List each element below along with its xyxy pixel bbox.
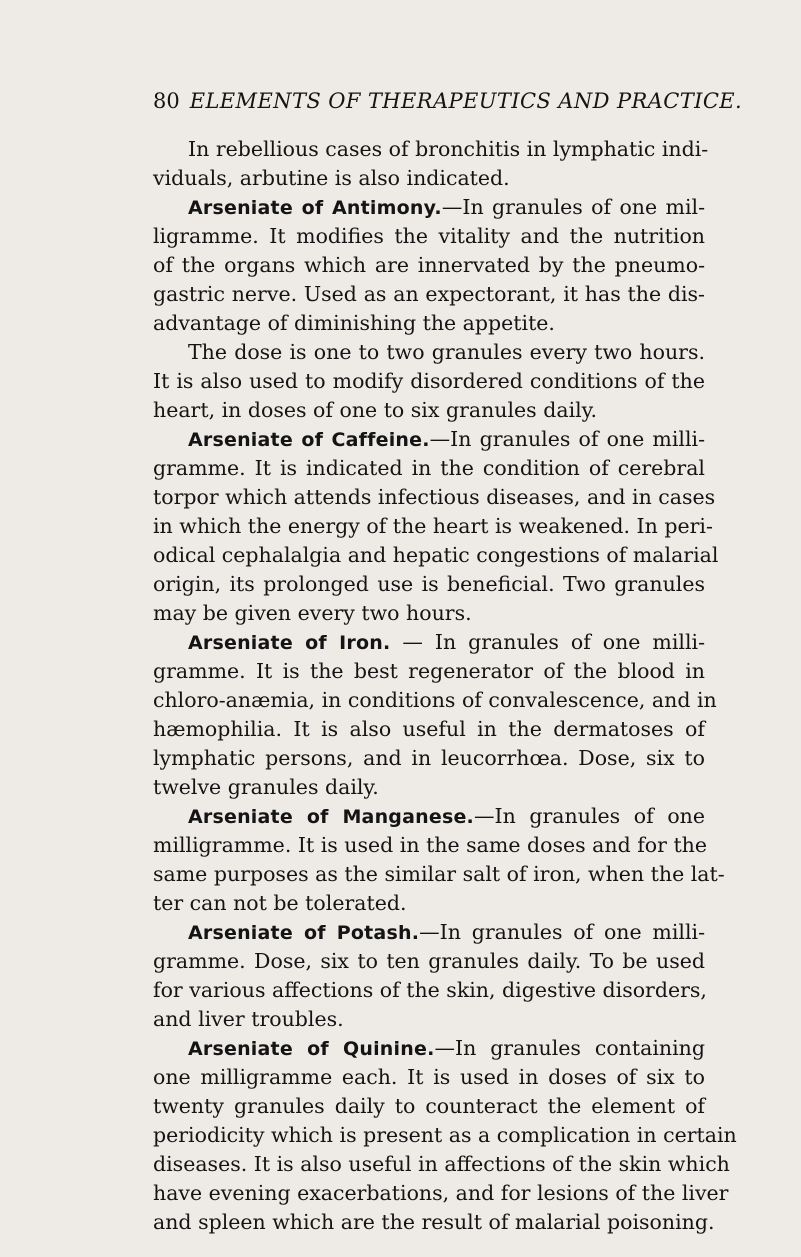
text-line (153, 1034, 705, 1063)
text-line: heart, in doses of one to six granules daily. (153, 398, 598, 422)
text-line: In rebellious cases of bronchitis in lymphatic indi- (188, 137, 709, 161)
running-title: ELEMENTS OF THERAPEUTICS AND PRACTICE. (189, 89, 743, 113)
text-line (153, 425, 705, 454)
text-fragment: — In granules of one milli- (390, 630, 705, 654)
text-fragment: —In granules containing (434, 1036, 705, 1060)
running-head (153, 88, 743, 114)
text-line (153, 802, 705, 831)
text-line: The dose is one to two granules every two hours. (188, 340, 705, 364)
entry-heading: Arseniate of Manganese. (188, 806, 474, 828)
page-number: 80 (153, 89, 180, 113)
text-fragment: —In granules of one (473, 804, 705, 828)
text-fragment: —In granules of one milli- (429, 427, 705, 451)
text-line: gramme. It is the best regenerator of the blood in (153, 659, 705, 683)
entry-heading: Arseniate of Iron. (188, 632, 391, 654)
text-line: in which the energy of the heart is weakened. In peri- (153, 514, 713, 538)
text-line: gastric nerve. Used as an expectorant, it has the dis- (153, 282, 705, 306)
paragraph-bronchitis (153, 135, 709, 193)
paragraph-arseniate-of-potash (153, 918, 705, 1034)
text-line: torpor which attends infectious diseases, and in cases (153, 485, 716, 509)
text-line (153, 193, 705, 222)
paragraph-arseniate-of-quinine (153, 1034, 737, 1237)
text-line: and liver troubles. (153, 1007, 344, 1031)
text-line: lymphatic persons, and in leucorrhœa. Dose, six to (153, 746, 705, 770)
entry-heading: Arseniate of Potash. (188, 922, 420, 944)
entry-heading: Arseniate of Antimony. (188, 197, 442, 219)
text-line: milligramme. It is used in the same doses and for the (153, 833, 708, 857)
entry-heading: Arseniate of Quinine. (188, 1038, 435, 1060)
text-line: of the organs which are innervated by the pneumo- (153, 253, 705, 277)
text-line: diseases. It is also useful in affections of the skin which (153, 1152, 730, 1176)
text-line: and spleen which are the result of malarial poisoning. (153, 1210, 715, 1234)
text-line: advantage of diminishing the appetite. (153, 311, 555, 335)
text-line: for various affections of the skin, digestive disorders, (153, 978, 707, 1002)
text-line: ligramme. It modifies the vitality and the nutrition (153, 224, 705, 248)
text-line: ter can not be tolerated. (153, 891, 407, 915)
text-line: twelve granules daily. (153, 775, 379, 799)
text-line: origin, its prolonged use is beneficial. Two granules (153, 572, 705, 596)
paragraph-arseniate-of-caffeine (153, 425, 719, 628)
text-line: gramme. Dose, six to ten granules daily. To be used (153, 949, 705, 973)
text-line: same purposes as the similar salt of iron, when the lat- (153, 862, 725, 886)
text-line: may be given every two hours. (153, 601, 472, 625)
text-line: have evening exacerbations, and for lesions of the liver (153, 1181, 729, 1205)
text-line (153, 918, 705, 947)
paragraph-arseniate-of-antimony (153, 193, 705, 338)
text-line: odical cephalalgia and hepatic congestions of malarial (153, 543, 719, 567)
text-line (153, 628, 705, 657)
text-line: chloro-anæmia, in conditions of convalescence, and in (153, 688, 717, 712)
text-line: periodicity which is present as a complication in certain (153, 1123, 737, 1147)
paragraph-arseniate-of-iron (153, 628, 717, 802)
text-fragment: —In granules of one mil- (441, 195, 705, 219)
paragraph-arseniate-of-manganese (153, 802, 725, 918)
entry-heading: Arseniate of Caffeine. (188, 429, 430, 451)
text-line: gramme. It is indicated in the condition of cerebral (153, 456, 705, 480)
paragraph-dose (153, 338, 705, 425)
body-text (153, 135, 737, 1237)
text-line: twenty granules daily to counteract the element of (153, 1094, 705, 1118)
text-line: one milligramme each. It is used in doses of six to (153, 1065, 705, 1089)
text-line: It is also used to modify disordered conditions of the (153, 369, 705, 393)
text-line: hæmophilia. It is also useful in the dermatoses of (153, 717, 705, 741)
text-line: viduals, arbutine is also indicated. (153, 166, 510, 190)
text-fragment: —In granules of one milli- (419, 920, 705, 944)
